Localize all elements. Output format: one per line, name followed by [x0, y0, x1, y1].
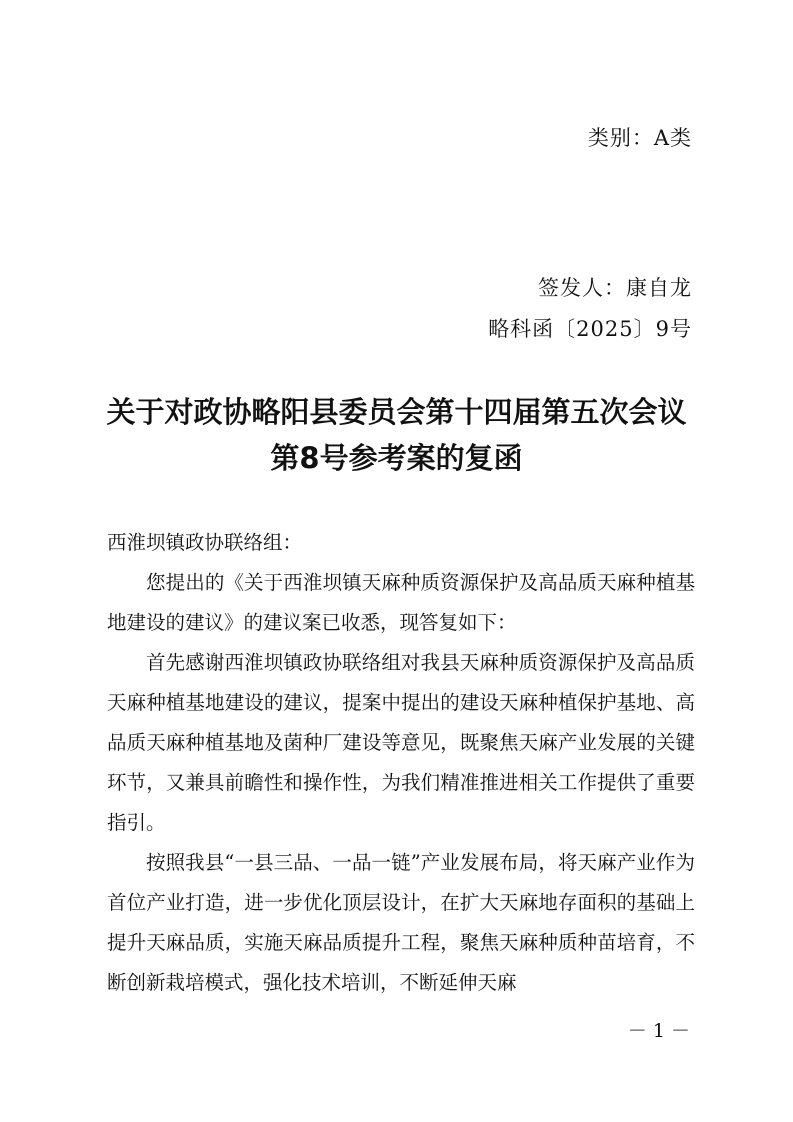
salutation: 西淮坝镇政协联络组：: [107, 531, 303, 554]
body-paragraph: 首先感谢西淮坝镇政协联络组对我县天麻种质资源保护及高品质天麻种植基地建设的建议，提案中提出的建设天麻种植保护基地、高品质天麻种植基地及菌种厂建设等意见，既聚焦天麻产业发展的关键环节，又兼具前瞻性和操作性，为我们精准推进相关工作提供了重要指引。: [107, 651, 695, 834]
document-title-line-1: 关于对政协略阳县委员会第十四届第五次会议: [106, 395, 687, 429]
body-paragraph: 按照我县“一县三品、一品一链”产业发展布局，将天麻产业作为首位产业打造，进一步优化顶层设计，在扩大天麻地存面积的基础上提升天麻品质，实施天麻品质提升工程，聚焦天麻种质种苗培育，不断创新栽培模式，强化技术培训，不断延伸天麻: [107, 851, 695, 994]
body-paragraph: 您提出的《关于西淮坝镇天麻种质资源保护及高品质天麻种植基地建设的建议》的建议案已收悉，现答复如下：: [107, 571, 695, 634]
page-number: － 1 －: [627, 1020, 690, 1042]
body-content: [107, 563, 695, 1003]
document-title-line-2: 第8号参考案的复函: [270, 441, 523, 475]
document-number: 略科函〔2025〕9号: [488, 317, 692, 341]
category-label: 类别：A类: [587, 126, 692, 150]
signer-label: 签发人：康自龙: [538, 276, 692, 300]
